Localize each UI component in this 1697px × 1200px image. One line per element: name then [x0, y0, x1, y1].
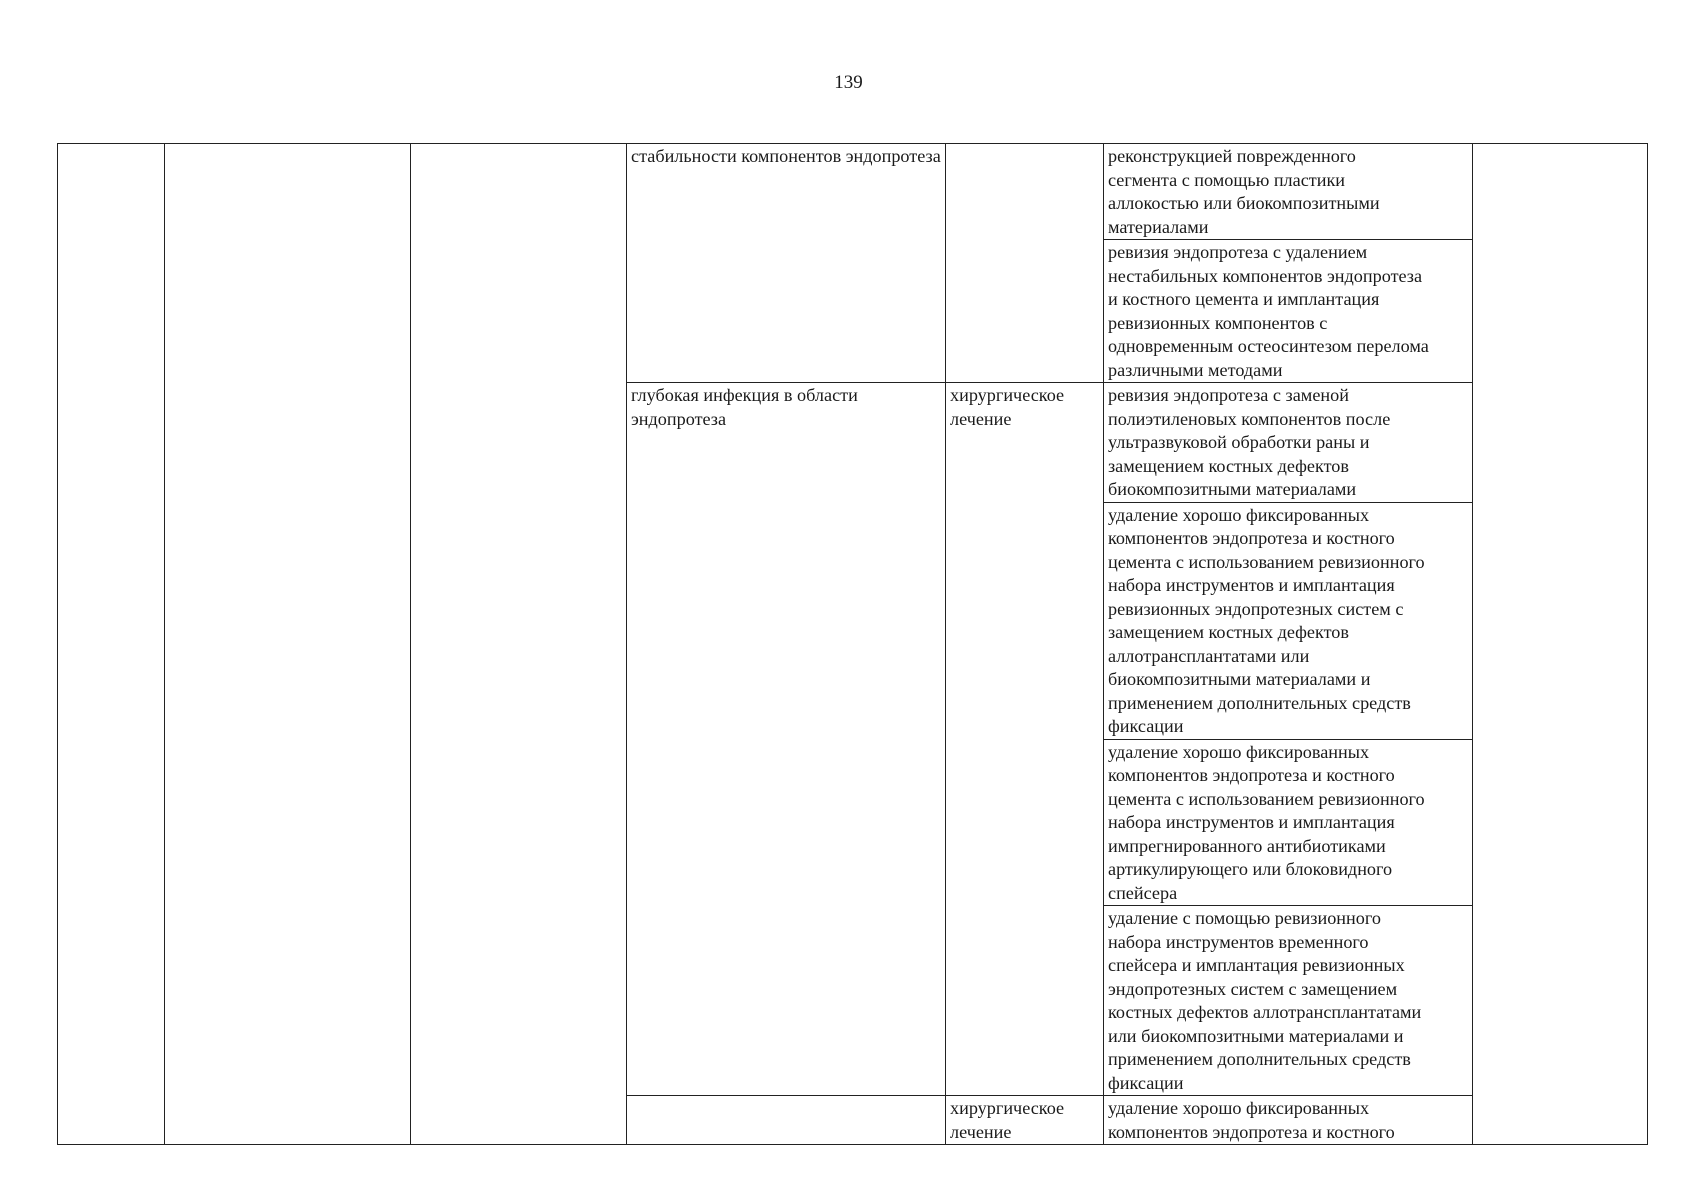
cell-operation: [1104, 739, 1473, 906]
operation-line: нестабильных компонентов эндопротеза: [1108, 265, 1423, 286]
operation-line: полиэтиленовых компонентов после: [1108, 408, 1391, 429]
operation-line: ревизия эндопротеза с удалением: [1108, 242, 1368, 262]
operation-line: набора инструментов и имплантация: [1108, 812, 1395, 832]
operation-line: фиксации: [1108, 716, 1184, 736]
cell-profile: [165, 144, 411, 1145]
operation-line: биокомпозитными материалами: [1108, 479, 1357, 499]
cell-operation: [1104, 502, 1473, 739]
operation-line: замещением костных дефектов: [1108, 622, 1349, 642]
operation-line: набора инструментов временного: [1108, 931, 1369, 952]
operation-line: эндопротезных систем с замещением: [1108, 978, 1398, 999]
page-number: 139: [834, 72, 863, 93]
operation-line: аллокостью или биокомпозитными: [1108, 193, 1380, 213]
operation-line: компонентов эндопротеза и костного: [1108, 528, 1395, 548]
cell-operation: [1104, 144, 1473, 240]
cell-diagnosis: стабильности компонентов эндопротеза: [627, 144, 946, 383]
operation-line: цемента с использованием ревизионного: [1108, 551, 1425, 572]
operation-line: или биокомпозитными материалами и: [1108, 1025, 1404, 1046]
operation-line: биокомпозитными материалами и: [1108, 669, 1371, 689]
table-row: [58, 144, 1648, 240]
operation-line: удаление хорошо фиксированных: [1108, 1098, 1370, 1118]
operation-line: и костного цемента и имплантация: [1108, 289, 1380, 309]
operation-line: фиксации: [1108, 1072, 1184, 1093]
operation-line: костных дефектов аллотрансплантатами: [1108, 1002, 1422, 1022]
operation-line: набора инструментов и имплантация: [1108, 575, 1395, 595]
operation-line: ревизионных компонентов с: [1108, 312, 1328, 333]
medical-care-table: [57, 143, 1648, 1145]
operation-line: одновременным остеосинтезом перелома: [1108, 336, 1429, 356]
operation-line: материалами: [1108, 216, 1209, 237]
operation-line: аллотрансплантатами или: [1108, 645, 1310, 666]
cell-operation: [1104, 1096, 1473, 1145]
operation-line: удаление с помощью ревизионного: [1108, 908, 1381, 928]
cell-diagnosis: глубокая инфекция в области эндопротеза: [627, 383, 946, 1096]
operation-line: замещением костных дефектов: [1108, 455, 1349, 476]
operation-line: импрегнированного антибиотиками: [1108, 835, 1386, 856]
operation-line: различными методами: [1108, 359, 1283, 380]
cell-treatment: хирургическое лечение: [946, 1096, 1104, 1145]
operation-line: реконструкцией поврежденного: [1108, 146, 1356, 166]
operation-line: ревизионных эндопротезных систем с: [1108, 598, 1404, 619]
operation-line: удаление хорошо фиксированных: [1108, 504, 1370, 525]
cell-treatment: хирургическое лечение: [946, 383, 1104, 1096]
cell-code: [411, 144, 627, 1145]
cell-standard: [1473, 144, 1648, 1145]
operation-line: удаление хорошо фиксированных: [1108, 741, 1370, 762]
operation-line: сегмента с помощью пластики: [1108, 169, 1346, 190]
operation-line: цемента с использованием ревизионного: [1108, 788, 1425, 809]
cell-operation: [1104, 240, 1473, 383]
operation-line: спейсера: [1108, 882, 1178, 903]
operation-line: артикулирующего или блоковидного: [1108, 859, 1393, 879]
cell-treatment: [946, 144, 1104, 383]
operation-line: компонентов эндопротеза и костного: [1108, 1121, 1395, 1142]
operation-line: спейсера и имплантация ревизионных: [1108, 955, 1405, 975]
operation-line: компонентов эндопротеза и костного: [1108, 765, 1395, 785]
cell-number: [58, 144, 165, 1145]
operation-line: ревизия эндопротеза с заменой: [1108, 385, 1349, 405]
operation-line: применением дополнительных средств: [1108, 1049, 1411, 1069]
operation-line: применением дополнительных средств: [1108, 692, 1411, 713]
cell-operation: [1104, 906, 1473, 1096]
cell-operation: [1104, 383, 1473, 503]
cell-diagnosis: [627, 1096, 946, 1145]
operation-line: ультразвуковой обработки раны и: [1108, 432, 1370, 452]
